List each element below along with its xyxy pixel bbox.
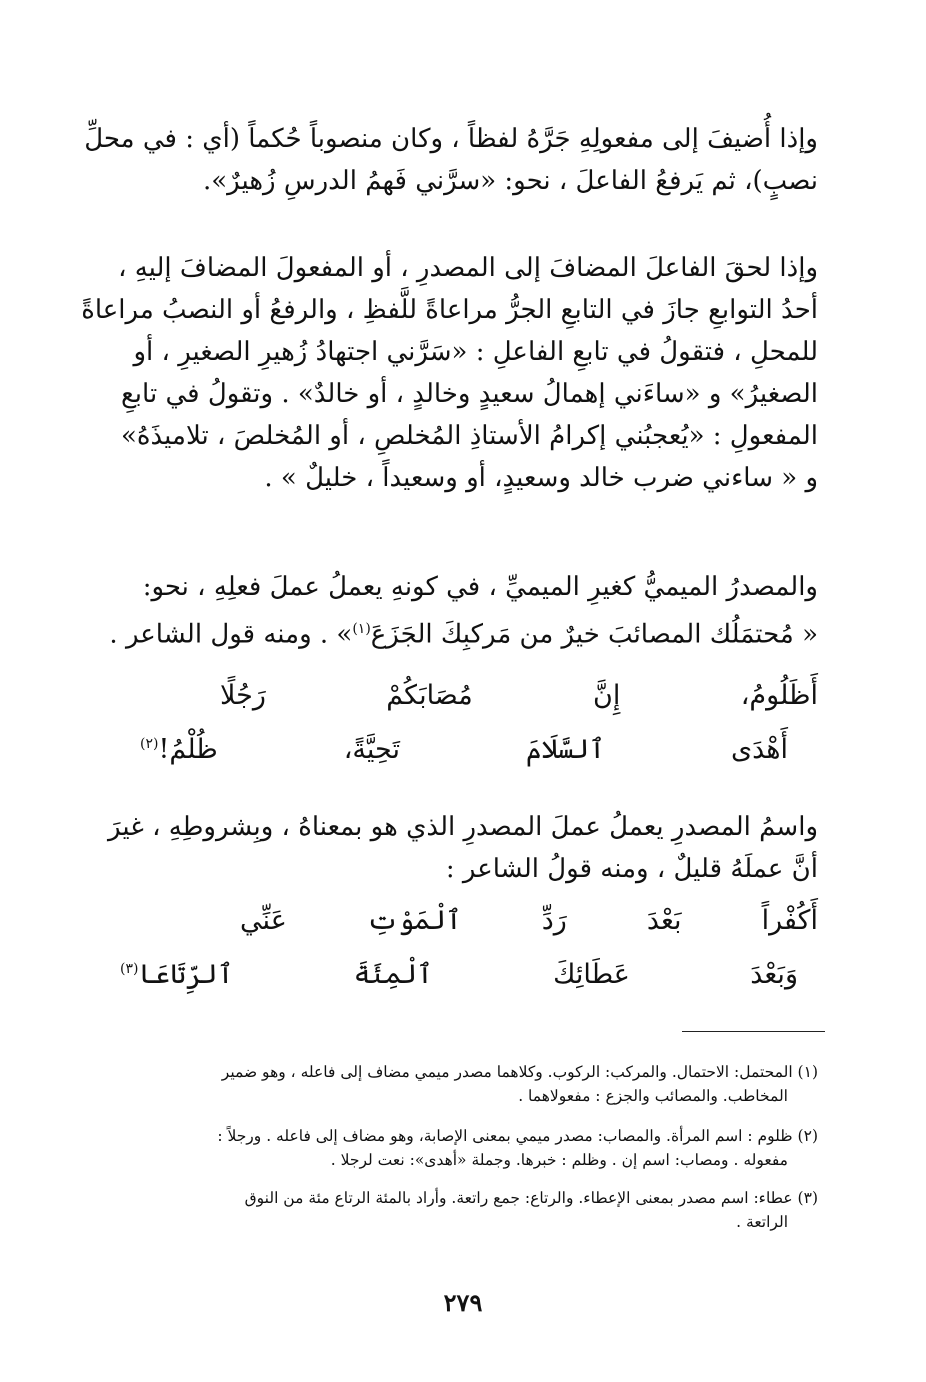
footnote-line: مفعوله . ومصاب: اسم إن . وظلم : خبرها. وجملة «أهدى»: نعت لرجلا . xyxy=(330,1151,788,1169)
verse-word xyxy=(120,959,233,990)
text-line: نصبٍ)، ثم يَرفعُ الفاعلَ ، نحو: «سرَّني فَهمُ الدرسِ زُهيرٌ». xyxy=(202,166,818,196)
text-line: وإذا أُضيفَ إلى مفعولِهِ جَرَّهُ لفظاً ، وكان منصوباً حُكماً (أي : في محلِّ xyxy=(84,124,818,154)
footnote-3 xyxy=(122,1186,818,1234)
verse-word: وَبَعْدَ xyxy=(750,959,798,990)
footnote-line: الراتعة . xyxy=(736,1213,788,1231)
verse-word: أَكُفْراً xyxy=(761,905,818,936)
text-line: والمصدرُ الميميُّ كغيرِ الميميِّ ، في كونهِ يعملُ عملَ فعلِهِ ، نحو: xyxy=(142,572,818,602)
footnote-line: (٢) ظلوم : اسم المرأة. والمصاب: مصدر ميمي بمعنى الإصابة، وهو مضاف إلى فاعله . ورجلاً : xyxy=(217,1127,818,1145)
verse-2 xyxy=(110,905,818,1013)
verse-word: أَهْدَى xyxy=(730,734,788,765)
verse-word xyxy=(140,734,218,765)
verse-word: بَعْدَ xyxy=(646,905,682,936)
verse-line xyxy=(110,680,818,734)
text-line: أحدُ التوابعِ جازَ في التابعِ الجرُّ مراعاةً للَّفظِ ، والرفعُ أو النصبُ مراعاةً xyxy=(81,295,818,325)
text-line: و « ساءني ضرب خالد وسعيدٍ، أو وسعيداً ، خليلٌ » . xyxy=(264,463,818,493)
paragraph-4 xyxy=(108,806,818,890)
text-line: المفعولِ : «يُعجبُني إكرامُ الأستاذِ المُخلصِ ، أو المُخلصَ ، تلاميذَهُ» xyxy=(121,421,818,451)
footnote-2 xyxy=(122,1124,818,1172)
verse-word-text: ٱلرِّتَاعَا xyxy=(138,959,234,990)
footnote-line: (٣) عطاء: اسم مصدر بمعنى الإعطاء. والرتاع: جمع راتعة. وأراد بالمئة الرتاع مئة من النوق xyxy=(244,1189,818,1207)
footnote-ref: (٣) xyxy=(120,961,139,977)
paragraph-3 xyxy=(108,566,818,656)
verse-word: رَدِّ xyxy=(541,905,567,936)
verse-word: مُصَابَكُمْ xyxy=(386,680,473,711)
verse-word: عَطَائِكَ xyxy=(553,959,630,990)
verse-line xyxy=(110,959,818,1013)
text-segment: » . ومنه قول الشاعر . xyxy=(109,619,353,650)
verse-word: رَجُلًا xyxy=(220,680,266,711)
footnote-separator xyxy=(682,1031,825,1032)
verse-word-text: ظُلْمُ! xyxy=(158,734,218,765)
footnote-ref: (٢) xyxy=(140,736,159,752)
paragraph-2 xyxy=(81,247,818,499)
text-line xyxy=(108,608,818,656)
verse-line xyxy=(110,905,818,959)
page-number: ٢٧٩ xyxy=(443,1288,483,1317)
verse-word: تَحِيَّةً، xyxy=(343,734,400,765)
text-line: للمحلِ ، فتقولُ في تابعِ الفاعلِ : «سَرَّني اجتهادُ زُهيرِ الصغيرِ ، أو xyxy=(133,337,818,367)
text-line: واسمُ المصدرِ يعملُ عملَ المصدرِ الذي هو بمعناهُ ، وبِشروطِهِ ، غيرَ xyxy=(108,812,818,842)
verse-word: ٱلسَّلَامَ xyxy=(525,734,606,765)
verse-word: عَنِّي xyxy=(240,905,287,936)
verse-word: إِنَّ xyxy=(593,680,621,711)
verse-word: أَظَلُومُ، xyxy=(740,680,818,711)
verse-word: ٱلْمَوْتِ xyxy=(366,905,462,936)
verse-line xyxy=(110,734,818,788)
text-line: أنَّ عملَهُ قليلٌ ، ومنه قولُ الشاعر : xyxy=(445,854,818,884)
footnote-line: المخاطب. والمصائب والجزع : مفعولاهما . xyxy=(518,1087,788,1105)
footnote-line: (١) المحتمل: الاحتمال. والمركب: الركوب. وكلاهما مصدر ميمي مضاف إلى فاعله ، وهو ضمير xyxy=(221,1063,818,1081)
paragraph-1 xyxy=(84,118,818,202)
text-line: وإذا لحقَ الفاعلَ المضافَ إلى المصدرِ ، أو المفعولَ المضافَ إليهِ ، xyxy=(118,253,818,283)
verse-1 xyxy=(110,680,818,788)
text-segment: « مُحتمَلُك المصائبَ خيرٌ من مَركبِكَ الجَزَعَ xyxy=(370,619,818,650)
text-line: الصغيرُ» و «ساءَني إهمالُ سعيدٍ وخالدٍ ، أو خالدٌ» . وتقولُ في تابعِ xyxy=(120,379,818,409)
footnote-1 xyxy=(122,1060,818,1108)
footnote-ref: (١) xyxy=(352,621,371,637)
verse-word: ٱلْمِئَةَ xyxy=(353,959,433,990)
